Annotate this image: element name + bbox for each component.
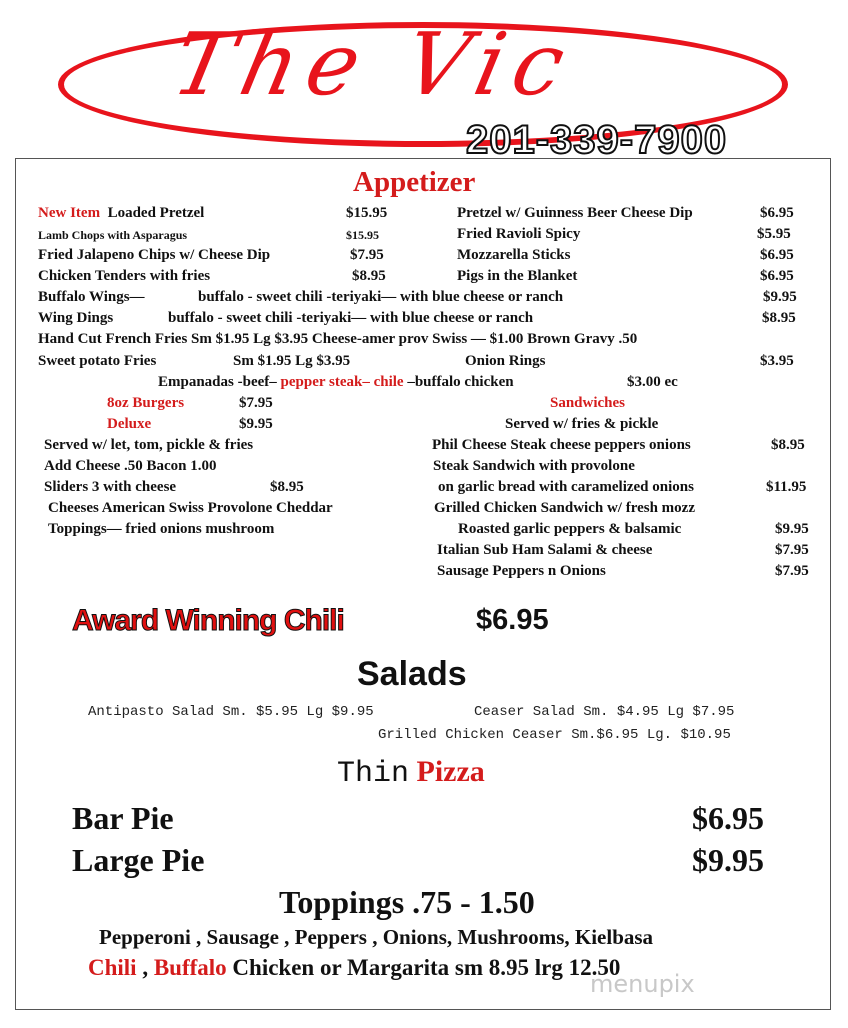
item-price: $7.95 bbox=[775, 563, 809, 579]
item-price: $6.95 bbox=[760, 268, 794, 284]
burgers-title: 8oz Burgers bbox=[107, 395, 185, 411]
burger-detail: Add Cheese .50 Bacon 1.00 bbox=[44, 458, 217, 474]
sandwiches-title: Sandwiches bbox=[550, 395, 626, 411]
pizza-toppings-list: Pepperoni , Sausage , Peppers , Onions, Mushrooms, Kielbasa bbox=[99, 925, 654, 949]
item-price: $7.95 bbox=[239, 395, 273, 411]
burger-detail: Toppings— fried onions mushroom bbox=[48, 521, 275, 537]
burger-detail: Served w/ let, tom, pickle & fries bbox=[44, 437, 254, 453]
pizza-thin-label: Thin bbox=[337, 757, 410, 791]
item-name: Mozzarella Sticks bbox=[457, 247, 571, 263]
item-price: $8.95 bbox=[352, 268, 386, 284]
item-price: $8.95 bbox=[771, 437, 805, 453]
salad-item: Grilled Chicken Ceaser Sm.$6.95 Lg. $10.95 bbox=[378, 727, 731, 743]
large-pie: Large Pie bbox=[72, 842, 205, 878]
bar-pie-price: $6.95 bbox=[692, 800, 764, 836]
salads-title: Salads bbox=[357, 655, 467, 693]
item-name: Italian Sub Ham Salami & cheese bbox=[437, 542, 653, 558]
item-price: $5.95 bbox=[757, 226, 791, 242]
empanadas-prefix: Empanadas -beef– bbox=[158, 374, 277, 390]
logo-text: The Vic bbox=[164, 15, 583, 115]
watermark: menupix bbox=[590, 970, 695, 998]
item-price: $6.95 bbox=[760, 247, 794, 263]
large-pie-price: $9.95 bbox=[692, 842, 764, 878]
bar-pie: Bar Pie bbox=[72, 800, 174, 836]
chili-title: Award Winning Chili bbox=[72, 604, 344, 637]
item-name: Pigs in the Blanket bbox=[457, 268, 578, 284]
salad-item: Antipasto Salad Sm. $5.95 Lg $9.95 bbox=[88, 704, 374, 720]
item-price: $15.95 bbox=[346, 205, 388, 221]
phone-number: 201-339-7900 bbox=[466, 118, 728, 162]
chili-price: $6.95 bbox=[476, 604, 549, 636]
empanadas-line bbox=[158, 372, 514, 392]
item-name: Grilled Chicken Sandwich w/ fresh mozz bbox=[434, 500, 695, 516]
empanadas-highlight: pepper steak– chile bbox=[276, 374, 404, 390]
pizza-title bbox=[337, 754, 485, 792]
item-price: $9.95 bbox=[775, 521, 809, 537]
item-name: Buffalo Wings— bbox=[38, 289, 145, 305]
pizza-specialty bbox=[88, 955, 620, 981]
specialty-buffalo: Buffalo bbox=[153, 955, 227, 980]
item-desc: buffalo - sweet chili -teriyaki— with blue cheese or ranch bbox=[168, 310, 534, 326]
item-price: $3.95 bbox=[760, 353, 794, 369]
item-name: Pretzel w/ Guinness Beer Cheese Dip bbox=[457, 205, 693, 221]
item-sizes: Sm $1.95 Lg $3.95 bbox=[233, 353, 351, 369]
specialty-rest: Chicken or Margarita sm 8.95 lrg 12.50 bbox=[226, 955, 621, 980]
menu-item bbox=[38, 203, 204, 223]
item-price: $8.95 bbox=[270, 479, 304, 495]
appetizer-title: Appetizer bbox=[353, 166, 476, 198]
item-price: $11.95 bbox=[766, 479, 807, 495]
specialty-sep: , bbox=[136, 955, 154, 980]
specialty-chili: Chili bbox=[88, 955, 137, 980]
item-name: on garlic bread with caramelized onions bbox=[438, 479, 694, 495]
item-name: Sweet potato Fries bbox=[38, 353, 157, 369]
empanadas-suffix: –buffalo chicken bbox=[403, 374, 514, 390]
item-name: Loaded Pretzel bbox=[107, 205, 205, 221]
item-name: Onion Rings bbox=[465, 353, 546, 369]
item-name: Lamb Chops with Asparagus bbox=[38, 228, 188, 242]
item-price: $7.95 bbox=[350, 247, 384, 263]
item-name: Fried Ravioli Spicy bbox=[457, 226, 581, 242]
burger-detail: Cheeses American Swiss Provolone Cheddar bbox=[48, 500, 333, 516]
item-price: $9.95 bbox=[763, 289, 797, 305]
item-name: Steak Sandwich with provolone bbox=[433, 458, 635, 474]
item-desc: buffalo - sweet chili -teriyaki— with blue cheese or ranch bbox=[198, 289, 564, 305]
item-price: $8.95 bbox=[762, 310, 796, 326]
salad-item: Ceaser Salad Sm. $4.95 Lg $7.95 bbox=[474, 704, 735, 720]
sliders-item: Sliders 3 with cheese bbox=[44, 479, 177, 495]
item-name: Fried Jalapeno Chips w/ Cheese Dip bbox=[38, 247, 271, 263]
pizza-toppings-title: Toppings .75 - 1.50 bbox=[279, 884, 535, 920]
item-price: $15.95 bbox=[346, 228, 379, 242]
sandwich-served: Served w/ fries & pickle bbox=[505, 416, 659, 432]
item-name: Roasted garlic peppers & balsamic bbox=[458, 521, 682, 537]
item-name: Phil Cheese Steak cheese peppers onions bbox=[432, 437, 691, 453]
item-price: $9.95 bbox=[239, 416, 273, 432]
item-price: $7.95 bbox=[775, 542, 809, 558]
pizza-pizza-label: Pizza bbox=[416, 755, 485, 788]
new-item-badge: New Item bbox=[38, 205, 101, 221]
item-price: $6.95 bbox=[760, 205, 794, 221]
deluxe-label: Deluxe bbox=[107, 416, 152, 432]
item-price: $3.00 ec bbox=[627, 374, 678, 390]
item-text: Hand Cut French Fries Sm $1.95 Lg $3.95 Cheese-amer prov Swiss — $1.00 Brown Gravy .50 bbox=[38, 331, 638, 347]
item-name: Chicken Tenders with fries bbox=[38, 268, 211, 284]
item-name: Sausage Peppers n Onions bbox=[437, 563, 606, 579]
item-name: Wing Dings bbox=[38, 310, 114, 326]
